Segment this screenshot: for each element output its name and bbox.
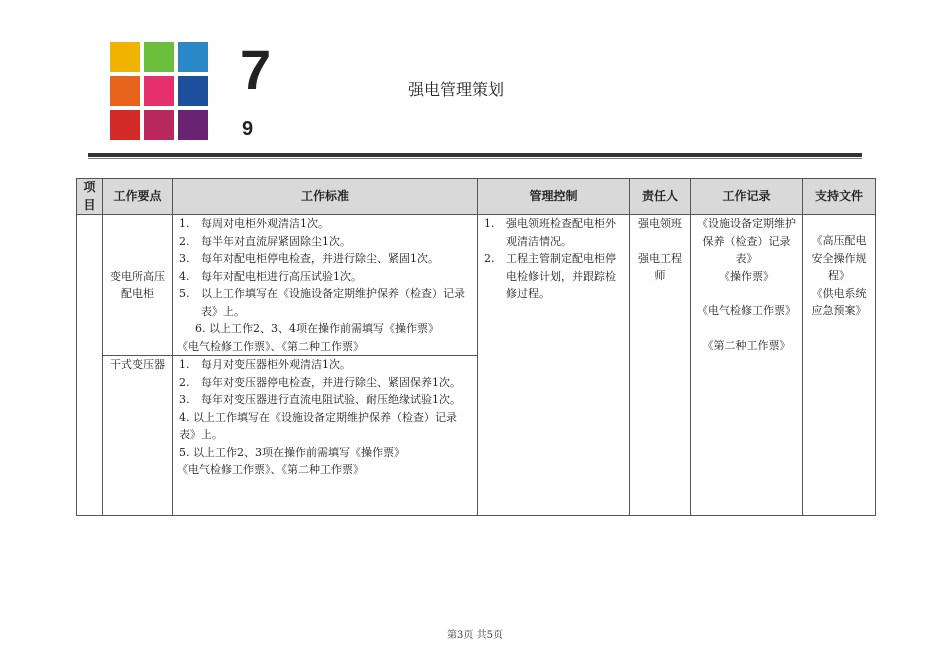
record-item: 《第二种工作票》	[702, 338, 791, 352]
logo-small-text: 9	[242, 118, 254, 140]
work-point-cell: 变电所高压配电柜	[103, 215, 173, 356]
col-header-records: 工作记录	[691, 179, 803, 215]
col-header-point: 工作要点	[103, 179, 173, 215]
logo-mark-text: 7	[240, 38, 272, 101]
list-item: 1. 每周对电柜外观清洁1次。	[179, 217, 329, 230]
list-item: 2. 工程主管制定配电柜停电检修计划，并跟踪检修过程。	[484, 252, 616, 300]
work-point-cell: 干式变压器	[103, 356, 173, 516]
responsible-lead: 强电领班	[638, 217, 682, 230]
item-cell	[77, 215, 103, 516]
table-header-row	[77, 179, 876, 215]
col-header-support: 支持文件	[803, 179, 876, 215]
standard-list	[177, 215, 473, 320]
support-doc: 《高压配电安全操作规程》	[811, 234, 867, 282]
header-rule-thin	[88, 158, 862, 159]
standard-note: 4. 以上工作填写在《设施设备定期维护保养（检查）记录表》上。	[179, 410, 457, 441]
standard-list	[177, 356, 473, 409]
page-footer: 第3页 共5页	[447, 630, 503, 641]
list-item: 2. 每年对变压器停电检查，并进行除尘、紧固保养1次。	[179, 375, 461, 389]
col-header-responsible: 责任人	[630, 179, 691, 215]
col-header-item: 项目	[77, 179, 103, 215]
document-title: 强电管理策划	[408, 82, 505, 99]
company-logo	[108, 42, 258, 142]
list-item: 3. 每年对变压器进行直流电阻试验、耐压绝缘试验1次。	[179, 393, 461, 406]
management-table	[76, 178, 876, 516]
record-item: 《设施设备定期维护保养（检查）记录表》	[697, 217, 796, 265]
standard-note-forms: 《电气检修工作票》、《第二种工作票》	[177, 339, 364, 353]
list-item: 2. 每半年对直流屏紧固除尘1次。	[179, 234, 351, 248]
responsible-cell	[630, 215, 691, 516]
standard-cell	[173, 356, 478, 516]
standard-note: 6. 以上工作2、3、4项在操作前需填写《操作票》	[195, 322, 439, 335]
records-cell	[691, 215, 803, 516]
list-item: 1. 强电领班检查配电柜外观清洁情况。	[484, 217, 616, 248]
list-item: 5. 以上工作填写在《设施设备定期维护保养（检查）记录表》上。	[179, 287, 465, 318]
support-cell	[803, 215, 876, 516]
list-item: 4. 每年对配电柜进行高压试验1次。	[179, 269, 362, 283]
support-doc: 《供电系统应急预案》	[811, 286, 867, 317]
control-list	[482, 215, 625, 303]
standard-note-forms: 《电气检修工作票》、《第二种工作票》	[177, 463, 364, 476]
col-header-standard: 工作标准	[173, 179, 478, 215]
header-rule	[88, 153, 862, 157]
standard-note: 5. 以上工作2、3项在操作前需填写《操作票》	[179, 445, 405, 459]
list-item: 3. 每年对配电柜停电检查，并进行除尘、紧固1次。	[179, 252, 439, 265]
table-row	[77, 215, 876, 356]
responsible-engineer: 强电工程师	[638, 251, 682, 282]
list-item: 1. 每月对变压器柜外观清洁1次。	[179, 358, 351, 371]
control-cell	[478, 215, 630, 516]
standard-cell	[173, 215, 478, 356]
record-item: 《电气检修工作票》	[697, 304, 796, 317]
col-header-control: 管理控制	[478, 179, 630, 215]
record-item: 《操作票》	[719, 269, 774, 283]
